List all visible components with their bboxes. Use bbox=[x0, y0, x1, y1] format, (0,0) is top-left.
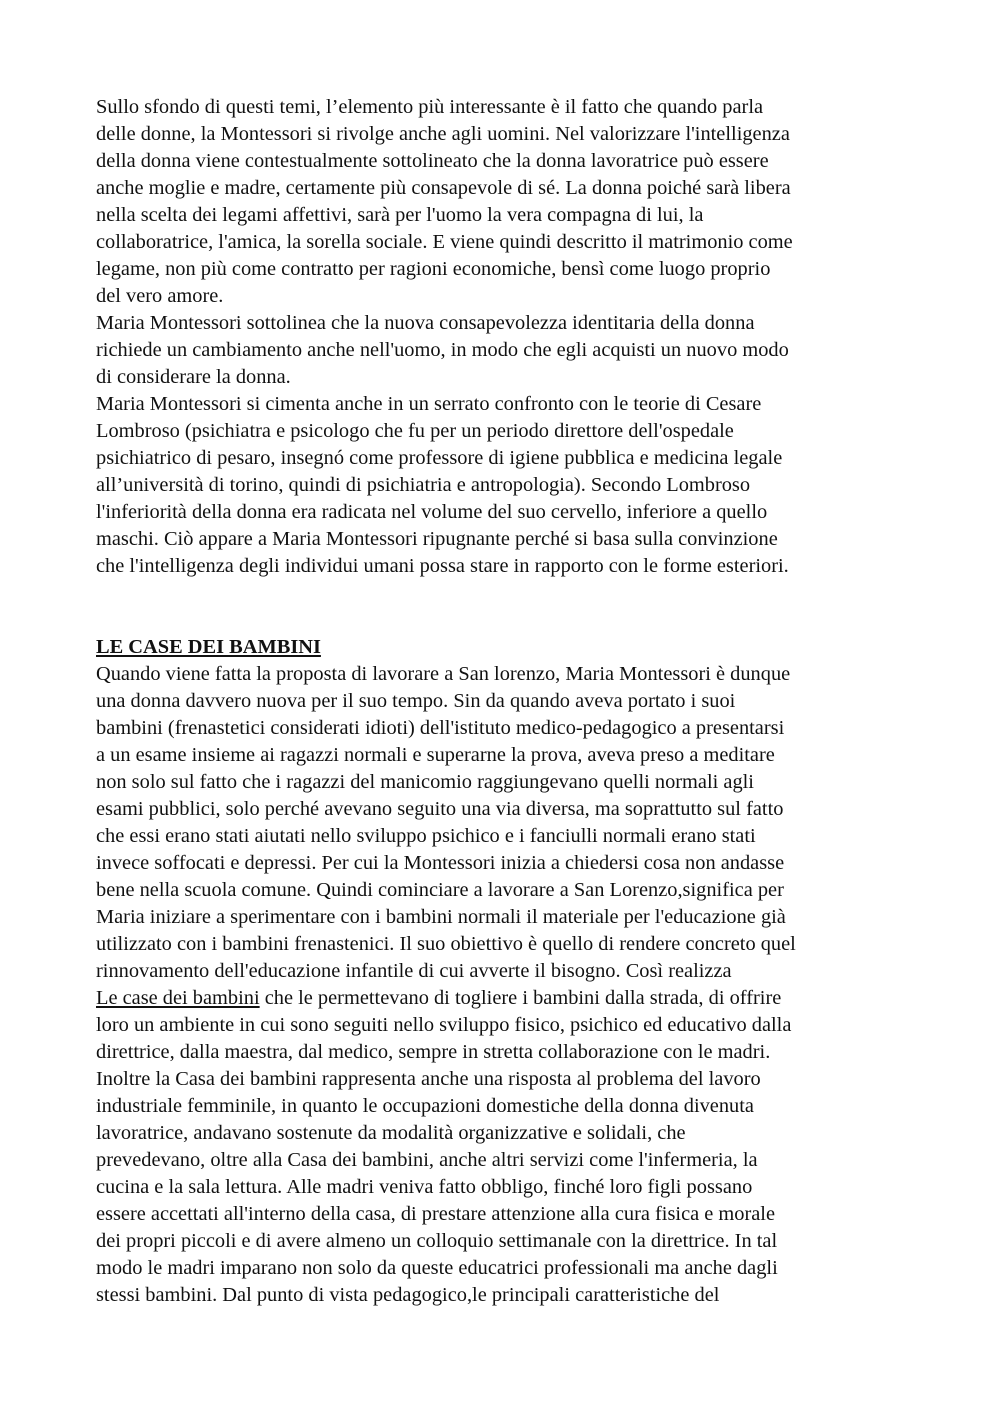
text-line: bene nella scuola comune. Quindi cominciare a lavorare a San Lorenzo,significa per bbox=[96, 879, 784, 901]
text-line: una donna davvero nuova per il suo tempo. Sin da quando aveva portato i suoi bbox=[96, 690, 736, 712]
text-line: utilizzato con i bambini frenastenici. Il suo obiettivo è quello di rendere concreto quel bbox=[96, 933, 796, 955]
text-line: direttrice, dalla maestra, dal medico, sempre in stretta collaborazione con le madri. bbox=[96, 1041, 771, 1063]
text-line: a un esame insieme ai ragazzi normali e superarne la prova, aveva preso a meditare bbox=[96, 744, 775, 766]
text-line: prevedevano, oltre alla Casa dei bambini, anche altri servizi come l'infermeria, la bbox=[96, 1149, 758, 1171]
text-line: rinnovamento dell'educazione infantile di cui avverte il bisogno. Così realizza bbox=[96, 960, 732, 982]
text-line: lavoratrice, andavano sostenute da modalità organizzative e solidali, che bbox=[96, 1122, 686, 1144]
text-line: dei propri piccoli e di avere almeno un colloquio settimanale con la direttrice. In tal bbox=[96, 1230, 778, 1252]
text-line: all’università di torino, quindi di psichiatria e antropologia). Secondo Lombroso bbox=[96, 474, 751, 496]
text-line: Inoltre la Casa dei bambini rappresenta anche una risposta al problema del lavoro bbox=[96, 1068, 761, 1090]
text-line: cucina e la sala lettura. Alle madri veniva fatto obbligo, finché loro figli possano bbox=[96, 1176, 753, 1198]
paragraph-case-dei-bambini bbox=[96, 985, 916, 1309]
text-line: di considerare la donna. bbox=[96, 366, 291, 388]
document-page bbox=[96, 94, 916, 1309]
text-line: del vero amore. bbox=[96, 285, 224, 307]
text-line: Maria Montessori sottolinea che la nuova consapevolezza identitaria della donna bbox=[96, 312, 755, 334]
text-line: esami pubblici, solo perché avevano seguito una via diversa, ma soprattutto sul fatto bbox=[96, 798, 784, 820]
paragraph-lombroso bbox=[96, 391, 916, 580]
text-line: essere accettati all'interno della casa, di prestare attenzione alla cura fisica e morale bbox=[96, 1203, 776, 1225]
case-dei-bambini-underlined: Le case dei bambini bbox=[96, 987, 260, 1009]
text-line: che essi erano stati aiutati nello sviluppo psichico e i fanciulli normali erano stati bbox=[96, 825, 756, 847]
text-line: della donna viene contestualmente sottolineato che la donna lavoratrice può essere bbox=[96, 150, 769, 172]
section-heading: LE CASE DEI BAMBINI bbox=[96, 636, 321, 658]
paragraph-new-awareness bbox=[96, 310, 916, 391]
text-line: delle donne, la Montessori si rivolge anche agli uomini. Nel valorizzare l'intelligenza bbox=[96, 123, 790, 145]
text-line: Quando viene fatta la proposta di lavorare a San lorenzo, Maria Montessori è dunque bbox=[96, 663, 791, 685]
text-line: bambini (frenastetici considerati idioti) dell'istituto medico-pedagogico a presentarsi bbox=[96, 717, 785, 739]
text-line: Lombroso (psichiatra e psicologo che fu per un periodo direttore dell'ospedale bbox=[96, 420, 734, 442]
paragraph-women-intelligence bbox=[96, 94, 916, 310]
text-line: loro un ambiente in cui sono seguiti nello sviluppo fisico, psichico ed educativo dalla bbox=[96, 1014, 792, 1036]
text-line: anche moglie e madre, certamente più consapevole di sé. La donna poiché sarà libera bbox=[96, 177, 791, 199]
text-line: modo le madri imparano non solo da queste educatrici professionali ma anche dagli bbox=[96, 1257, 778, 1279]
text-line: non solo sul fatto che i ragazzi del manicomio raggiungevano quelli normali agli bbox=[96, 771, 754, 793]
text-line: Maria Montessori si cimenta anche in un serrato confronto con le teorie di Cesare bbox=[96, 393, 762, 415]
text-line: Sullo sfondo di questi temi, l’elemento più interessante è il fatto che quando parla bbox=[96, 96, 764, 118]
paragraph-san-lorenzo bbox=[96, 661, 916, 985]
text-line: nella scelta dei legami affettivi, sarà per l'uomo la vera compagna di lui, la bbox=[96, 204, 704, 226]
text-line: legame, non più come contratto per ragioni economiche, bensì come luogo proprio bbox=[96, 258, 771, 280]
text-line: l'inferiorità della donna era radicata nel volume del suo cervello, inferiore a quello bbox=[96, 501, 768, 523]
text-line: che l'intelligenza degli individui umani possa stare in rapporto con le forme esteriori. bbox=[96, 555, 789, 577]
text-line: industriale femminile, in quanto le occupazioni domestiche della donna divenuta bbox=[96, 1095, 754, 1117]
text-line: stessi bambini. Dal punto di vista pedagogico,le principali caratteristiche del bbox=[96, 1284, 720, 1306]
text-line: invece soffocati e depressi. Per cui la Montessori inizia a chiedersi cosa non andasse bbox=[96, 852, 785, 874]
text-line bbox=[96, 985, 916, 1012]
text-line: richiede un cambiamento anche nell'uomo, in modo che egli acquisti un nuovo modo bbox=[96, 339, 789, 361]
section-spacer bbox=[96, 580, 916, 634]
text-line: Maria iniziare a sperimentare con i bambini normali il materiale per l'educazione già bbox=[96, 906, 786, 928]
text-line: psichiatrico di pesaro, insegnó come professore di igiene pubblica e medicina legale bbox=[96, 447, 783, 469]
text-line-rest: che le permettevano di togliere i bambini dalla strada, di offrire bbox=[259, 987, 782, 1009]
text-line: collaboratrice, l'amica, la sorella sociale. E viene quindi descritto il matrimonio come bbox=[96, 231, 793, 253]
text-line: maschi. Ciò appare a Maria Montessori ripugnante perché si basa sulla convinzione bbox=[96, 528, 778, 550]
